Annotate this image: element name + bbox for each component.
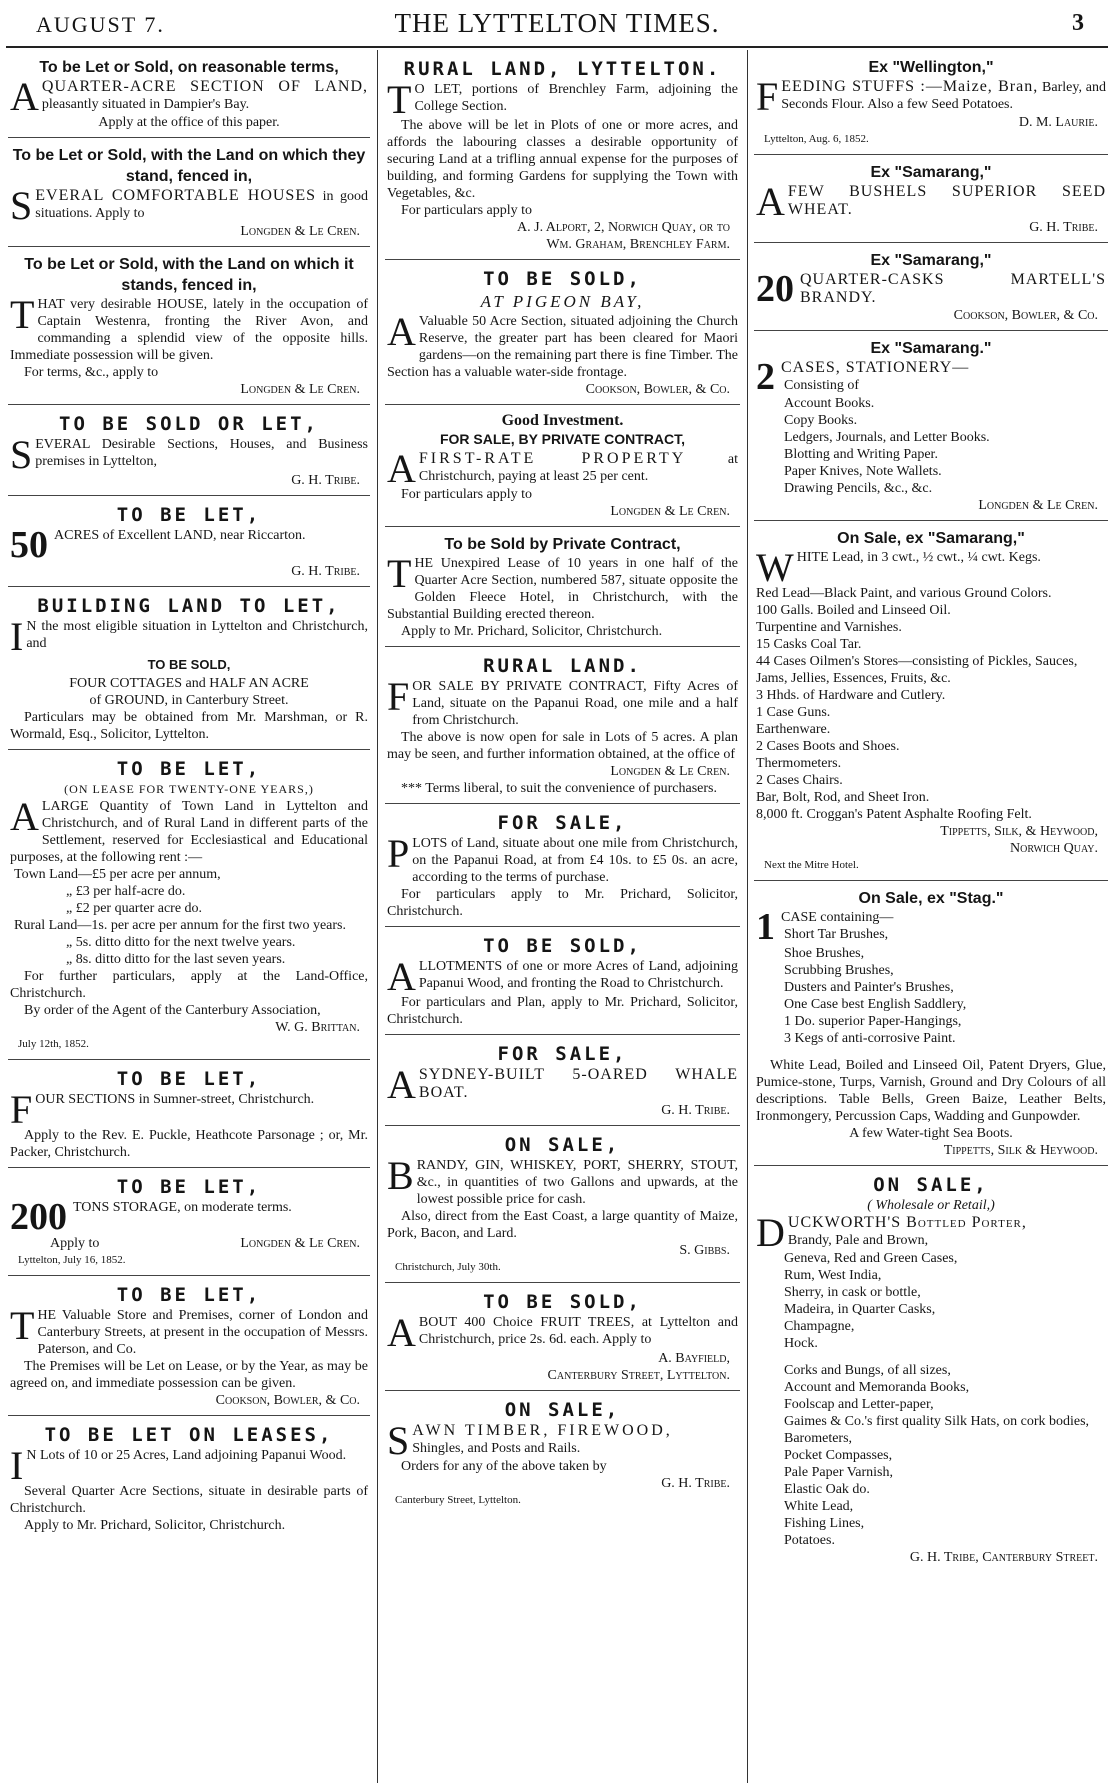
page-number: 3 bbox=[1072, 10, 1084, 36]
list-item: Dusters and Painter's Brushes, bbox=[784, 980, 954, 995]
list-item: Scrubbing Brushes, bbox=[784, 963, 894, 978]
ad-heading: To be Let or Sold, on reasonable terms, bbox=[39, 59, 339, 76]
ad-note: Apply at the office of this paper. bbox=[98, 115, 280, 130]
drop-cap: S bbox=[10, 432, 33, 477]
ad-note: For particulars and Plan, apply to Mr. Prichard, Solicitor, Christchurch. bbox=[387, 995, 738, 1027]
list-item: Thermometers. bbox=[756, 756, 842, 771]
list-item: Foolscap and Letter-paper, bbox=[784, 1397, 934, 1412]
ad-subheading: ( Wholesale or Retail,) bbox=[867, 1198, 995, 1213]
list-item: Drawing Pencils, &c., &c. bbox=[784, 481, 933, 496]
list-item: 2 Cases Boots and Shoes. bbox=[756, 739, 900, 754]
ad-heading: RURAL LAND. bbox=[483, 655, 642, 677]
advertisement: TO BE LET, FOUR SECTIONS in Sumner-street, Christchurch. Apply to the Rev. E. Puckle, Heathcote Parsonage ; or, Mr. Packer, Christchurch. bbox=[8, 1060, 370, 1168]
advertisement: Ex "Samarang," 20 QUARTER-CASKS MARTELL'S BRANDY. Cookson, Bowler, & Co. bbox=[754, 243, 1108, 331]
drop-cap: A bbox=[387, 1062, 416, 1107]
ad-subheading: (ON LEASE FOR TWENTY-ONE YEARS,) bbox=[64, 782, 314, 796]
advertiser: Longden & Le Cren. bbox=[240, 382, 360, 397]
advertiser: Longden & Le Cren. bbox=[240, 1236, 360, 1251]
drop-cap: W bbox=[756, 545, 794, 590]
rent-line: Town Land—£5 per acre per annum, bbox=[14, 867, 221, 882]
list-item: Red Lead—Black Paint, and various Ground Colors. bbox=[756, 586, 1052, 601]
list-item: Copy Books. bbox=[784, 413, 858, 428]
ad-note: Apply to the Rev. E. Puckle, Heathcote Parsonage ; or, Mr. Packer, Christchurch. bbox=[10, 1128, 368, 1160]
list-item: Champagne, bbox=[784, 1319, 855, 1334]
large-number: 1 bbox=[756, 906, 775, 948]
advertisement: To be Let or Sold, with the Land on which they stand, fenced in, SEVERAL COMFORTABLE HOUSES in good situations. Apply to Longden & Le Cren. bbox=[8, 138, 370, 247]
list-item: Potatoes. bbox=[784, 1533, 835, 1548]
drop-cap: F bbox=[756, 74, 779, 119]
ad-heading: TO BE SOLD, bbox=[483, 268, 642, 290]
ad-date: Next the Mitre Hotel. bbox=[764, 859, 859, 871]
advertisement: Ex "Samarang," AFEW BUSHELS SUPERIOR SEED WHEAT. G. H. Tribe. bbox=[754, 155, 1108, 243]
list-item: Shoe Brushes, bbox=[784, 946, 865, 961]
drop-cap: P bbox=[387, 831, 410, 876]
advertiser: Tippetts, Silk, & Heywood, bbox=[940, 824, 1098, 839]
advertiser: Cookson, Bowler, & Co. bbox=[585, 382, 730, 397]
list-item: Madeira, in Quarter Casks, bbox=[784, 1302, 936, 1317]
advertisement: On Sale, ex "Samarang," WHITE Lead, in 3 cwt., ½ cwt., ¼ cwt. Kegs. Red Lead—Black Paint, and various Ground Colors. 100 Galls. Boiled and Linseed Oil. Turpentine and Varnishes. 15 Casks Coal Tar. 44 Cases Oilmen's Stores—consisting of Pickles, Sauces, Jams, Jellies, Essences, Fruits, &c. 3 Hhds. of Hardware and Cutlery. 1 Case Guns. Earthenware. 2 Cases Boots and Shoes. Thermometers. 2 Cases Chairs. Bar, Bolt, Rod, and Sheet Iron. 8,000 ft. Croggan's Patent Asphalte Roofing Felt. Tippetts, Silk, & Heywood, Norwich Quay. Next the Mitre Hotel. bbox=[754, 521, 1108, 881]
advertisement: To be Let or Sold, on reasonable terms, A QUARTER-ACRE SECTION OF LAND, pleasantly situated in Dampier's Bay. Apply at the office of this paper. bbox=[8, 50, 370, 138]
list-item: 8,000 ft. Croggan's Patent Asphalte Roofing Felt. bbox=[756, 807, 1032, 822]
ad-heading: Ex "Wellington," bbox=[868, 59, 994, 76]
ad-heading: To be Sold by Private Contract, bbox=[444, 536, 681, 553]
list-item: Paper Knives, Note Wallets. bbox=[784, 464, 942, 479]
advertisement: TO BE SOLD, ABOUT 400 Choice FRUIT TREES, at Lyttelton and Christchurch, price 2s. 6d. each. Apply to A. Bayfield, Canterbury Street, Lyttelton. bbox=[385, 1283, 740, 1391]
advertiser: G. H. Tribe. bbox=[1029, 220, 1098, 235]
rent-line: „ £3 per half-acre do. bbox=[66, 884, 186, 899]
advertisement: TO BE LET, 200 TONS STORAGE, on moderate terms. Apply to Longden & Le Cren. Lyttelton, July 16, 1852. bbox=[8, 1168, 370, 1276]
ad-note: For particulars apply to Mr. Prichard, Solicitor, Christchurch. bbox=[387, 887, 738, 919]
ad-heading: TO BE LET, bbox=[116, 1284, 262, 1306]
ad-heading: TO BE LET, bbox=[116, 1068, 262, 1090]
ad-date: Canterbury Street, Lyttelton. bbox=[395, 1494, 521, 1506]
advertisement: Ex "Wellington," FEEDING STUFFS :—Maize, Bran, Barley, and Seconds Flour. Also a few Seed Potatoes. D. M. Laurie. Lyttelton, Aug. 6, 1852. bbox=[754, 50, 1108, 155]
list-item: Ledgers, Journals, and Letter Books. bbox=[784, 430, 990, 445]
list-item: One Case best English Saddlery, bbox=[784, 997, 967, 1012]
column-divider bbox=[747, 50, 748, 1783]
advertiser: Longden & Le Cren. bbox=[978, 498, 1098, 513]
advertisement: ON SALE, SAWN TIMBER, FIREWOOD, Shingles, and Posts and Rails. Orders for any of the above taken by G. H. Tribe. Canterbury Street, Lyttelton. bbox=[385, 1391, 740, 1515]
advertisement: RURAL LAND, LYTTELTON. T O LET, portions of Brenchley Farm, adjoining the College Section. The above will be let in Plots of one or more acres, and affords the labouring classes a desirable opportunity of securing Land at a trifling annual expense for the purposes of building, and forming Gardens for supplying the Town with Vegetables, &c. For particulars apply to A. J. Alport, 2, Norwich Quay, or to Wm. Graham, Brenchley Farm. bbox=[385, 50, 740, 260]
ad-date: July 12th, 1852. bbox=[18, 1038, 89, 1050]
list-item: Hock. bbox=[784, 1336, 818, 1351]
column-3 bbox=[754, 50, 1108, 1783]
large-number: 2 bbox=[756, 356, 775, 398]
list-item: Account and Memoranda Books, bbox=[784, 1380, 970, 1395]
advertisement: FOR SALE, ASYDNEY-BUILT 5-OARED WHALE BOAT. G. H. Tribe. bbox=[385, 1035, 740, 1126]
list-item: 3 Hhds. of Hardware and Cutlery. bbox=[756, 688, 946, 703]
ad-heading: RURAL LAND, LYTTELTON. bbox=[403, 58, 722, 80]
advertisement: RURAL LAND. FOR SALE BY PRIVATE CONTRACT, Fifty Acres of Land, situate on the Papanui Road, one mile and a half from Christchurch. The above is now open for sale in Lots of 5 acres. A plan may be seen, and further information obtained, at the office of Longden & Le Cren. *** Terms liberal, to suit the convenience of purchasers. bbox=[385, 647, 740, 804]
list-item: Elastic Oak do. bbox=[784, 1482, 870, 1497]
advertisement: Ex "Samarang." 2 CASES, STATIONERY— Consisting of Account Books. Copy Books. Ledgers, Journals, and Letter Books. Blotting and Writing Paper. Paper Knives, Note Wallets. Drawing Pencils, &c., &c. Longden & Le Cren. bbox=[754, 331, 1108, 521]
advertiser: G. H. Tribe, Canterbury Street. bbox=[909, 1550, 1098, 1565]
list-item: Sherry, in cask or bottle, bbox=[784, 1285, 921, 1300]
ad-heading: On Sale, ex "Samarang," bbox=[837, 530, 1025, 547]
rent-line: Rural Land—1s. per acre per annum for the first two years. bbox=[14, 918, 346, 933]
ad-date: Christchurch, July 30th. bbox=[395, 1261, 501, 1273]
list-item: Fishing Lines, bbox=[784, 1516, 865, 1531]
drop-cap: T bbox=[10, 292, 35, 337]
advertisement: To be Sold by Private Contract, THE Unexpired Lease of 10 years in one half of the Quarter Acre Section, numbered 587, situate opposite the Golden Fleece Hotel, in Christchurch, with the Substantial Building erected thereon. Apply to Mr. Prichard, Solicitor, Christchurch. bbox=[385, 527, 740, 647]
column-2 bbox=[385, 50, 740, 1783]
list-item: Earthenware. bbox=[756, 722, 831, 737]
advertiser: S. Gibbs. bbox=[679, 1243, 730, 1258]
advertiser: Cookson, Bowler, & Co. bbox=[215, 1393, 360, 1408]
drop-cap: T bbox=[10, 1303, 35, 1348]
ad-heading: Ex "Samarang," bbox=[870, 252, 992, 269]
drop-cap: A bbox=[756, 179, 785, 224]
advertisement: TO BE LET, (ON LEASE FOR TWENTY-ONE YEARS,) ALARGE Quantity of Town Land in Lyttelton and Christchurch, and of Rural Land in different parts of the Settlement, reserved for Ecclesiastical and Educational purposes, at the following rent :— Town Land—£5 per acre per annum, „ £3 per half-acre do. „ £2 per quarter acre do. Rural Land—1s. per acre per annum for the first two years. „ 5s. ditto ditto for the next twelve years. „ 8s. ditto ditto for the last seven years. For further particulars, apply at the Land-Office, Christchurch. By order of the Agent of the Canterbury Association, W. G. Brittan. July 12th, 1852. bbox=[8, 750, 370, 1060]
advertiser: A. J. Alport, 2, Norwich Quay, or to bbox=[517, 220, 730, 235]
advertiser: W. G. Brittan. bbox=[275, 1020, 360, 1035]
list-item: Account Books. bbox=[784, 396, 875, 411]
advertiser: Longden & Le Cren. bbox=[610, 764, 730, 779]
ad-heading: ON SALE, bbox=[873, 1174, 989, 1196]
ad-heading: TO BE SOLD, bbox=[483, 1291, 642, 1313]
masthead bbox=[0, 0, 1114, 44]
drop-cap: T bbox=[387, 77, 412, 122]
advertiser: A. Bayfield, bbox=[658, 1351, 730, 1366]
drop-cap: F bbox=[387, 674, 410, 719]
advertisement: BUILDING LAND TO LET, I N the most eligible situation in Lyttelton and Christchurch, and TO BE SOLD, FOUR COTTAGES and HALF AN ACRE of GROUND, in Canterbury Street. Particulars may be obtained from Mr. Marshman, or R. Wormald, Esq., Solicitor, Lyttelton. bbox=[8, 587, 370, 750]
rent-list bbox=[10, 866, 368, 968]
ad-subheading: FOR SALE, BY PRIVATE CONTRACT, bbox=[439, 431, 685, 447]
drop-cap: D bbox=[756, 1210, 785, 1255]
advertisement: TO BE LET ON LEASES, I N Lots of 10 or 25 Acres, Land adjoining Papanui Wood. Several Quarter Acre Sections, situate in desirable parts of Christchurch. Apply to Mr. Prichard, Solicitor, Christchurch. bbox=[10, 1424, 368, 1533]
advertiser: Canterbury Street, Lyttelton. bbox=[547, 1368, 730, 1383]
advertiser: G. H. Tribe. bbox=[291, 564, 360, 579]
advertisement: TO BE SOLD OR LET, SEVERAL Desirable Sections, Houses, and Business premises in Lyttelton, G. H. Tribe. bbox=[8, 405, 370, 496]
drop-cap: T bbox=[387, 551, 412, 596]
ad-heading: Ex "Samarang." bbox=[870, 340, 992, 357]
drop-cap: A bbox=[387, 954, 416, 999]
ad-heading: On Sale, ex "Stag." bbox=[858, 890, 1004, 907]
ad-heading: ON SALE, bbox=[504, 1134, 621, 1156]
ad-heading: Good Investment. bbox=[501, 412, 624, 429]
advertiser: Tippetts, Silk & Heywood. bbox=[943, 1143, 1098, 1158]
list-item: 44 Cases Oilmen's Stores—consisting of Pickles, Sauces, Jams, Jellies, Essences, Fruits, &c. bbox=[756, 654, 1078, 686]
issue-date: AUGUST 7. bbox=[36, 12, 165, 37]
advertiser: G. H. Tribe. bbox=[661, 1476, 730, 1491]
large-number: 50 bbox=[10, 524, 48, 566]
advertiser: G. H. Tribe. bbox=[291, 473, 360, 488]
ad-note: Particulars may be obtained from Mr. Marshman, or R. Wormald, Esq., Solicitor, Lyttelton. bbox=[10, 710, 368, 742]
drop-cap: A bbox=[10, 74, 39, 119]
drop-cap: B bbox=[387, 1153, 414, 1198]
ad-heading: To be Let or Sold, with the Land on which they stand, fenced in, bbox=[12, 147, 366, 185]
advertisement: ON SALE, BRANDY, GIN, WHISKEY, PORT, SHERRY, STOUT, &c., in quantities of two Gallons and upwards, at the lowest possible price for cash. Also, direct from the East Coast, a large quantity of Maize, Pork, Bacon, and Lard. S. Gibbs. Christchurch, July 30th. bbox=[385, 1126, 740, 1283]
drop-cap: A bbox=[10, 794, 39, 839]
list-item: Short Tar Brushes, bbox=[784, 927, 889, 942]
advertiser: G. H. Tribe. bbox=[661, 1103, 730, 1118]
ad-note: For terms, &c., apply to bbox=[24, 365, 159, 380]
list-item: Gaimes & Co.'s first quality Silk Hats, on cork bodies, bbox=[784, 1414, 1090, 1429]
ad-subheading: TO BE SOLD, bbox=[147, 657, 231, 672]
ad-date: Lyttelton, July 16, 1852. bbox=[18, 1254, 126, 1266]
list-item: 100 Galls. Boiled and Linseed Oil. bbox=[756, 603, 951, 618]
ad-heading: TO BE LET ON LEASES, bbox=[44, 1424, 334, 1446]
ad-note: The Premises will be Let on Lease, or by the Year, as may be agreed on, and immediate possession can be given. bbox=[10, 1359, 368, 1391]
ad-note: White Lead, Boiled and Linseed Oil, Patent Dryers, Glue, Pumice-stone, Turps, Varnish, Ground and Dry Colours of all descriptions. Table Bells, Green Baize, Leather Belts, Ironmongery, Percussion Caps, Wadding and Gunpowder. bbox=[756, 1058, 1106, 1124]
drop-cap: A bbox=[387, 1310, 416, 1355]
list-item: Barometers, bbox=[784, 1431, 853, 1446]
ad-heading: TO BE LET, bbox=[116, 504, 262, 526]
list-item: Blotting and Writing Paper. bbox=[784, 447, 938, 462]
list-item: 3 Kegs of anti-corrosive Paint. bbox=[784, 1031, 956, 1046]
ad-note: Apply to Mr. Prichard, Solicitor, Christchurch. bbox=[401, 624, 663, 639]
advertiser: Longden & Le Cren. bbox=[610, 504, 730, 519]
advertisement: Good Investment. FOR SALE, BY PRIVATE CONTRACT, AFIRST-RATE PROPERTY at Christchurch, paying at least 25 per cent. For particulars apply to Longden & Le Cren. bbox=[385, 405, 740, 527]
ad-heading: Ex "Samarang," bbox=[870, 164, 992, 181]
item-list bbox=[756, 585, 1106, 823]
list-item: Pocket Compasses, bbox=[784, 1448, 893, 1463]
large-number: 200 bbox=[10, 1196, 67, 1238]
advertiser: Norwich Quay. bbox=[1010, 841, 1098, 856]
drop-cap: I bbox=[10, 614, 24, 659]
advertisement: FOR SALE, PLOTS of Land, situate about one mile from Christchurch, on the Papanui Road, at from £4 10s. to £5 0s. an acre, according to the terms of purchase. For particulars apply to Mr. Prichard, Solicitor, Christchurch. bbox=[385, 804, 740, 927]
list-item: 15 Casks Coal Tar. bbox=[756, 637, 862, 652]
masthead-rule bbox=[6, 46, 1108, 48]
rent-line: „ £2 per quarter acre do. bbox=[66, 901, 203, 916]
advertisement: TO BE SOLD, ALLOTMENTS of one or more Acres of Land, adjoining Papanui Wood, and fronting the Road to Christchurch. For particulars and Plan, apply to Mr. Prichard, Solicitor, Christchurch. bbox=[385, 927, 740, 1035]
list-item: Turpentine and Varnishes. bbox=[756, 620, 902, 635]
ad-subheading: AT PIGEON BAY, bbox=[480, 292, 645, 311]
list-item: White Lead, bbox=[784, 1499, 854, 1514]
advertisement: ON SALE, ( Wholesale or Retail,) DUCKWORTH'S Bottled Porter, Brandy, Pale and Brown, Geneva, Red and Green Cases, Rum, West India, Sherry, in cask or bottle, Madeira, in Quarter Casks, Champagne, Hock. Corks and Bungs, of all sizes, Account and Memoranda Books, Foolscap and Letter-paper, Gaimes & Co.'s first quality Silk Hats, on cork bodies, Barometers, Pocket Compasses, Pale Paper Varnish, Elastic Oak do. White Lead, Fishing Lines, Potatoes. G. H. Tribe, Canterbury Street. bbox=[754, 1166, 1108, 1572]
rent-line: „ 5s. ditto ditto for the next twelve years. bbox=[66, 935, 296, 950]
advertiser: Longden & Le Cren. bbox=[240, 224, 360, 239]
list-item: Rum, West India, bbox=[784, 1268, 882, 1283]
advertisement: On Sale, ex "Stag." 1 CASE containing— Short Tar Brushes, Shoe Brushes, Scrubbing Brushes, Dusters and Painter's Brushes, One Case best English Saddlery, 1 Do. superior Paper-Hangings, 3 Kegs of anti-corrosive Paint. White Lead, Boiled and Linseed Oil, Patent Dryers, Glue, Pumice-stone, Turps, Varnish, Ground and Dry Colours of all descriptions. Table Bells, Green Baize, Leather Belts, Ironmongery, Percussion Caps, Wadding and Gunpowder. A few Water-tight Sea Boots. Tippetts, Silk & Heywood. bbox=[754, 881, 1108, 1166]
list-item: Corks and Bungs, of all sizes, bbox=[784, 1363, 951, 1378]
ad-heading: FOR SALE, bbox=[497, 812, 628, 834]
list-item: Brandy, Pale and Brown, bbox=[787, 1233, 929, 1248]
drop-cap: S bbox=[10, 183, 33, 228]
ad-heading: To be Let or Sold, with the Land on which it stands, fenced in, bbox=[24, 256, 354, 294]
list-item: Bar, Bolt, Rod, and Sheet Iron. bbox=[756, 790, 930, 805]
drop-cap: S bbox=[387, 1418, 410, 1463]
rent-line: „ 8s. ditto ditto for the last seven years. bbox=[66, 952, 286, 967]
advertiser: D. M. Laurie. bbox=[1018, 115, 1098, 130]
list-item: 1 Do. superior Paper-Hangings, bbox=[784, 1014, 962, 1029]
column-divider bbox=[377, 50, 378, 1783]
large-number: 20 bbox=[756, 268, 794, 310]
list-item: 1 Case Guns. bbox=[756, 705, 831, 720]
advertisement: To be Let or Sold, with the Land on which it stands, fenced in, THAT very desirable HOUSE, lately in the occupation of Captain Westenra, fronting the River Avon, and commanding a splendid view of the opposite hills. Immediate possession will be given. For terms, &c., apply to Longden & Le Cren. bbox=[8, 247, 370, 405]
drop-cap: I bbox=[10, 1443, 24, 1488]
ad-heading: TO BE SOLD, bbox=[483, 935, 642, 957]
newspaper-title: THE LYTTELTON TIMES. bbox=[394, 8, 720, 38]
ad-date: Lyttelton, Aug. 6, 1852. bbox=[764, 133, 869, 145]
list-item: Consisting of bbox=[784, 378, 860, 393]
ad-heading: TO BE LET, bbox=[116, 1176, 262, 1198]
ad-heading: FOR SALE, bbox=[497, 1043, 628, 1065]
ad-heading: TO BE SOLD OR LET, bbox=[59, 413, 319, 435]
drop-cap: A bbox=[387, 309, 416, 354]
advertiser: Cookson, Bowler, & Co. bbox=[953, 308, 1098, 323]
drop-cap: A bbox=[387, 446, 416, 491]
list-item: 2 Cases Chairs. bbox=[756, 773, 843, 788]
advertisement: TO BE LET, THE Valuable Store and Premises, corner of London and Canterbury Streets, at present in the occupation of Messrs. Paterson, and Co. The Premises will be Let on Lease, or by the Year, as may be agreed on, and immediate possession can be given. Cookson, Bowler, & Co. bbox=[8, 1276, 370, 1416]
advertisement: TO BE SOLD, AT PIGEON BAY, A Valuable 50 Acre Section, situated adjoining the Church Reserve, the greater part has been cleared for Maori gardens—on the remaining part there is fine Timber. The Section has a valuable water-side frontage. Cookson, Bowler, & Co. bbox=[385, 260, 740, 405]
column-1 bbox=[8, 50, 370, 1783]
ad-heading: BUILDING LAND TO LET, bbox=[37, 595, 341, 617]
list-item: Pale Paper Varnish, bbox=[784, 1465, 893, 1480]
advertiser: Wm. Graham, Brenchley Farm. bbox=[546, 237, 730, 252]
advertisement: TO BE LET, 50 ACRES of Excellent LAND, near Riccarton. G. H. Tribe. bbox=[8, 496, 370, 587]
list-item: Geneva, Red and Green Cases, bbox=[784, 1251, 958, 1266]
drop-cap: F bbox=[10, 1087, 33, 1132]
ad-heading: TO BE LET, bbox=[116, 758, 262, 780]
ad-heading: ON SALE, bbox=[504, 1399, 621, 1421]
